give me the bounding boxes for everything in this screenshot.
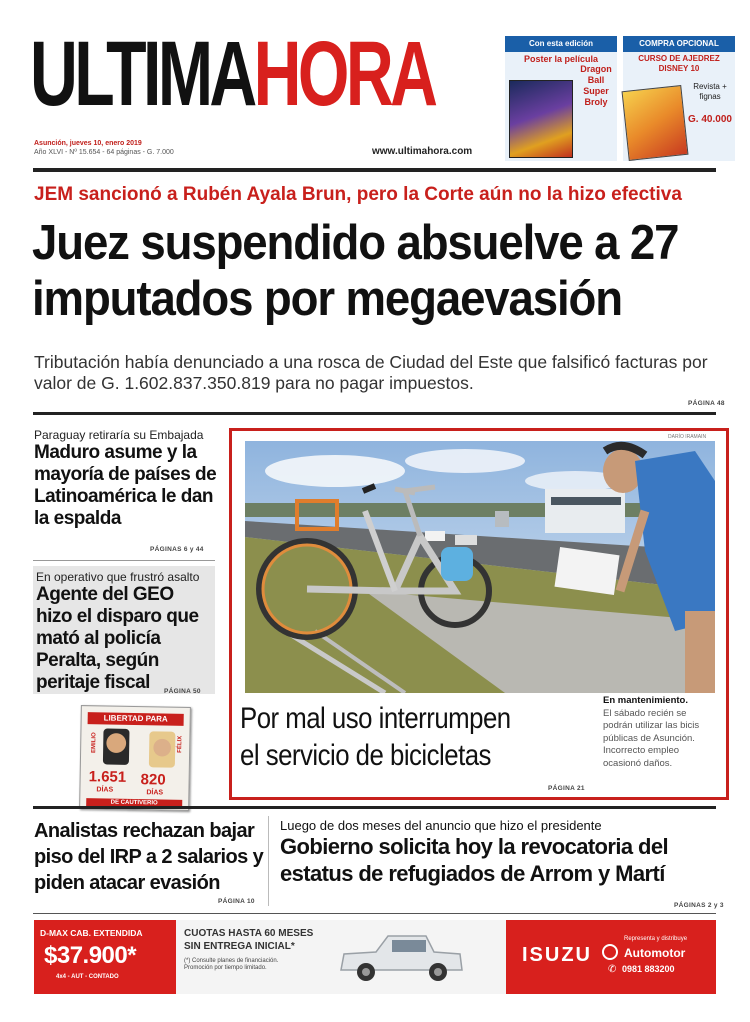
story-arrom-page-ref: PÁGINAS 2 y 3 (674, 902, 724, 909)
masthead-rule (33, 168, 716, 172)
logo-hora: HORA (253, 23, 435, 125)
feature-caption-text: El sábado recién se podrán utilizar las bicis públicas de Asunción. Incorrecto empleo ocasionó daños. (603, 707, 700, 769)
promo-poster-title: Poster la película (523, 54, 599, 64)
poster-cover-image (509, 80, 573, 158)
whatsapp-icon: ✆ (608, 964, 617, 975)
story-maduro-kicker: Paraguay retiraría su Embajada (34, 428, 204, 442)
feature-caption-title: En mantenimiento. (603, 695, 688, 706)
left-divider (33, 560, 215, 561)
story-geo[interactable] (36, 570, 214, 694)
story-maduro-headline: Maduro asume y la mayoría de países de Latinoamérica le dan la espalda (34, 442, 217, 529)
lead-headline-line1: Juez suspendido absuelve a 27 (32, 216, 679, 270)
promo-poster-header: Con esta edición (505, 36, 617, 52)
ad-price: $37.900* (44, 942, 137, 969)
column-divider (268, 816, 269, 906)
ad-dealer-label: Representa y distribuye (624, 936, 688, 942)
badge-count-emilio: 1.651 (88, 768, 127, 786)
badge-name-felix: FÉLIX (177, 735, 184, 753)
story-arrom-kicker: Luego de dos meses del anuncio que hizo el presidente (280, 818, 602, 833)
ad-rule (33, 913, 716, 914)
feature-headline-line1: Por mal uso interrumpen (240, 702, 511, 735)
lead-headline-line2: imputados por megaevasión (32, 272, 622, 326)
bicycle-photo-illustration (245, 441, 715, 693)
promo-poster[interactable] (505, 36, 617, 161)
badge-header: LIBERTAD PARA (88, 712, 184, 726)
website-link[interactable]: www.ultimahora.com (372, 146, 473, 157)
bottom-rule (33, 806, 716, 809)
promo-chess-course[interactable] (623, 36, 735, 161)
story-arrom-headline: Gobierno solicita hoy la revocatoria del estatus de refugiados de Arrom y Martí (280, 834, 669, 886)
ad-offer-panel (176, 920, 506, 994)
story-geo-kicker: En operativo que frustró asalto (36, 570, 200, 584)
lead-rule (33, 412, 716, 415)
ad-brand: ISUZU (522, 944, 592, 966)
logo-ultima: ULTIMA (30, 23, 254, 125)
story-irp[interactable] (34, 818, 264, 896)
badge-unit-2: DÍAS (146, 789, 164, 797)
badge-unit-1: DÍAS (96, 786, 114, 794)
lead-kicker[interactable]: JEM sancionó a Rubén Ayala Brun, pero la Corte aún no la hizo efectiva (34, 184, 682, 205)
ad-offer-line2: SIN ENTREGA INICIAL* (184, 941, 295, 952)
story-geo-headline: Agente del GEO hizo el disparo que mató al policía Peralta, según peritaje fiscal (36, 584, 199, 693)
chess-cover-image (622, 85, 689, 161)
story-maduro[interactable] (34, 428, 224, 530)
ad-offer-line1: CUOTAS HASTA 60 MESES (184, 928, 314, 939)
dateline (34, 139, 174, 157)
issue-date: Asunción, jueves 10, enero 2019 (34, 140, 142, 147)
story-maduro-page-ref: PÁGINAS 6 y 44 (150, 546, 204, 553)
badge-footer: DE CAUTIVERIO (86, 798, 182, 808)
newspaper-logo (30, 23, 435, 125)
ad-specs: 4x4 - AUT - CONTADO (56, 974, 119, 980)
lead-headline[interactable] (32, 215, 678, 327)
badge-name-emilio: EMILIO (91, 732, 98, 754)
bicycle-photo[interactable] (245, 441, 715, 693)
portrait-emilio (103, 728, 130, 764)
captivity-badge[interactable] (79, 705, 191, 811)
promo-chess-price: G. 40.000 (688, 114, 732, 125)
badge-count-felix: 820 (140, 771, 166, 789)
dealer-logo-icon (602, 944, 618, 960)
ad-phone: 0981 883200 (622, 964, 675, 974)
promo-chess-header: COMPRA OPCIONAL (623, 36, 735, 52)
promo-chess-text: Revista + fignas (693, 82, 727, 101)
story-irp-page-ref: PÁGINA 10 (218, 898, 255, 905)
story-arrom-marti[interactable] (280, 818, 720, 887)
feature-headline[interactable] (240, 700, 511, 774)
isuzu-advertisement[interactable] (34, 920, 716, 994)
ad-fine-print: (*) Consulte planes de financiación. Promoción por tiempo limitado. (184, 958, 279, 971)
story-irp-headline: Analistas rechazan bajar piso del IRP a 2 salarios y piden atacar evasión (34, 820, 264, 894)
feature-caption (603, 695, 715, 770)
lead-page-ref: PÁGINA 48 (688, 400, 725, 407)
feature-page-ref: PÁGINA 21 (548, 785, 585, 792)
feature-headline-line2: el servicio de bicicletas (240, 739, 491, 772)
lead-deck: Tributación había denunciado a una rosca de Ciudad del Este que falsificó facturas por valor de G. 1.602.837.350.819 para no pagar impuestos. (34, 352, 708, 393)
ad-model: D-MAX CAB. EXTENDIDA (40, 928, 143, 938)
promo-chess-title: CURSO DE AJEDREZ DISNEY 10 (638, 54, 720, 73)
ad-dealer: Automotor (624, 946, 686, 960)
pickup-truck-image (336, 928, 466, 988)
issue-info: Año XLVI - Nº 15.654 - 64 páginas - G. 7.000 (34, 149, 174, 156)
promo-poster-movie: Dragon Ball Super Broly (580, 64, 612, 107)
story-geo-page-ref: PÁGINA 50 (164, 688, 201, 695)
portrait-felix (149, 731, 176, 767)
photo-credit: DARÍO IRAMAIN (668, 434, 707, 440)
